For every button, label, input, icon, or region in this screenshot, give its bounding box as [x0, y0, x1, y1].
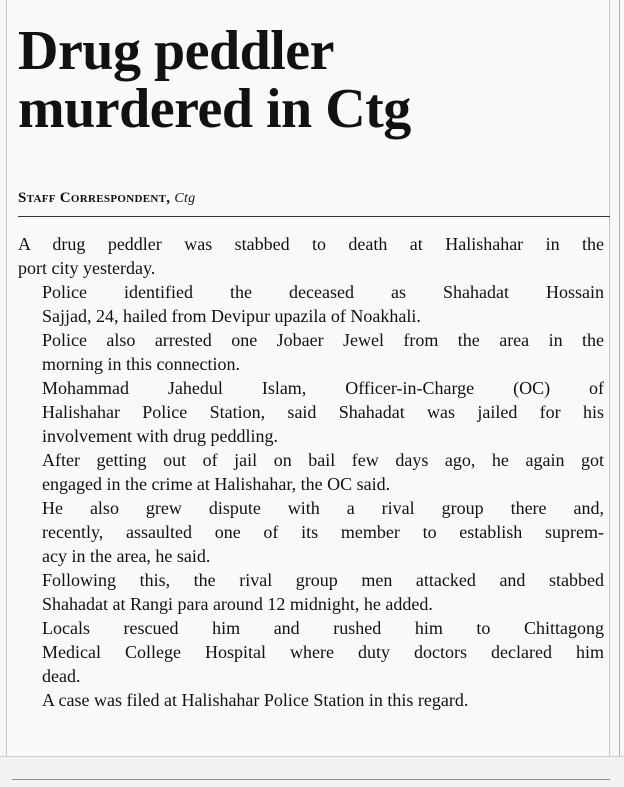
byline — [18, 190, 195, 207]
headline-line-1: Drug peddler — [18, 20, 334, 82]
byline-location: Ctg — [174, 191, 196, 206]
article-paragraph — [18, 232, 604, 280]
article-line: Halishahar Police Station, said Shahadat was jailed for his — [42, 402, 604, 422]
article-paragraph — [18, 616, 604, 688]
article-line: involvement with drug peddling. — [42, 426, 278, 446]
article-line: Sajjad, 24, hailed from Devipur upazila of Noakhali. — [42, 306, 421, 326]
article-paragraph — [18, 688, 604, 712]
article-line: dead. — [42, 666, 81, 686]
article-line: engaged in the crime at Halishahar, the OC said. — [42, 474, 391, 494]
article-line: Shahadat at Rangi para around 12 midnight, he added. — [42, 594, 433, 614]
headline-line-2: murdered in Ctg — [18, 78, 411, 140]
article-line: He also grew dispute with a rival group there and, — [42, 498, 604, 518]
article-line: Police identified the deceased as Shahadat Hossain — [42, 282, 604, 302]
byline-author: Staff Correspondent — [18, 190, 167, 206]
byline-divider — [18, 216, 610, 217]
article-line: recently, assaulted one of its member to establish suprem- — [42, 522, 604, 542]
article-line: A case was filed at Halishahar Police Station in this regard. — [42, 690, 469, 710]
article-paragraph — [18, 568, 604, 616]
headline — [18, 22, 411, 138]
article-line: morning in this connection. — [42, 354, 240, 374]
article-line: A drug peddler was stabbed to death at Halishahar in the — [18, 234, 604, 254]
article-line: acy in the area, he said. — [42, 546, 211, 566]
article-paragraph — [18, 448, 604, 496]
article-paragraph — [18, 496, 604, 568]
page-edge-rule — [619, 0, 620, 786]
page-bottom-margin — [0, 756, 624, 787]
article-line: Mohammad Jahedul Islam, Officer-in-Charge (OC) of — [42, 378, 604, 398]
article-line: port city yesterday. — [18, 258, 156, 278]
article-line: Medical College Hospital where duty doctors declared him — [42, 642, 604, 662]
article-paragraph — [18, 376, 604, 448]
article-body — [18, 232, 604, 712]
article-line: Police also arrested one Jobaer Jewel from the area in the — [42, 330, 604, 350]
bottom-rule — [12, 779, 610, 780]
article-paragraph — [18, 328, 604, 376]
article-line: Locals rescued him and rushed him to Chittagong — [42, 618, 604, 638]
article-line: After getting out of jail on bail few days ago, he again got — [42, 450, 604, 470]
byline-separator: , — [166, 190, 171, 206]
article-paragraph — [18, 280, 604, 328]
article-line: Following this, the rival group men attacked and stabbed — [42, 570, 604, 590]
